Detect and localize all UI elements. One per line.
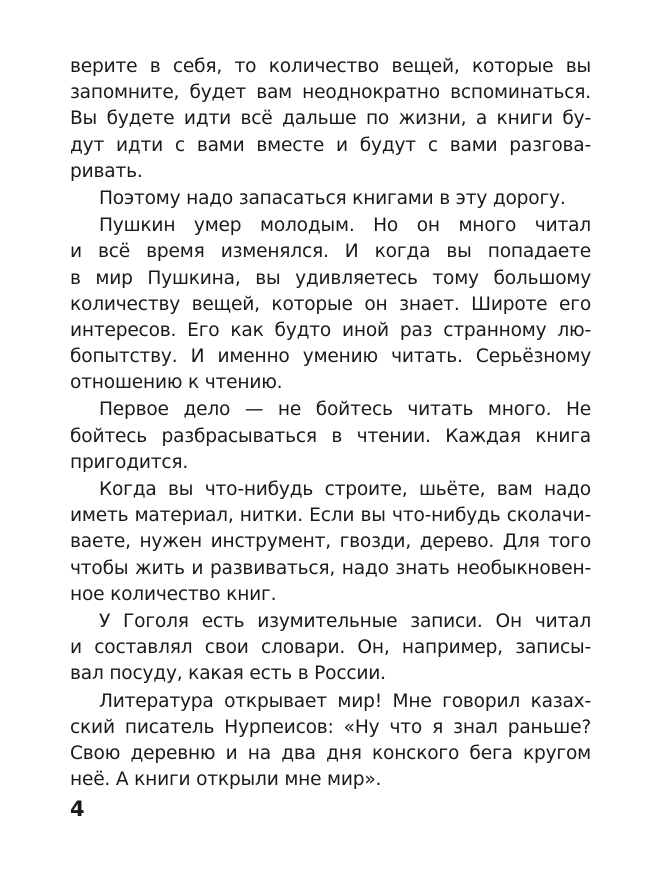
text-line: ривать. [70,160,143,182]
page-body-text [70,54,591,794]
text-line: У Гоголя есть изумительные записи. Он читал [99,610,591,632]
text-line: отношению к чтению. [70,372,283,394]
text-line: Первое дело — не бойтесь читать много. Не [99,399,591,421]
text-line: бойтесь разбрасываться в чтении. Каждая книга [70,425,591,447]
paragraph [70,689,591,794]
text-line: количеству вещей, которые он знает. Широте его [70,293,591,315]
text-line: Вы будете идти всё дальше по жизни, а книги бу- [70,108,591,130]
paragraph [70,609,591,688]
text-line: Поэтому надо запасаться книгами в эту дорогу. [99,187,566,209]
page-number: 4 [70,797,85,821]
text-line: запомните, будет вам неоднократно вспоминаться. [70,82,591,104]
text-line: Пушкин умер молодым. Но он много читал [99,215,591,237]
text-line: ский писатель Нурпеисов: «Ну что я знал раньше? [70,716,591,738]
text-line: пригодится. [70,451,189,473]
text-line: дут идти с вами вместе и будут с вами разгова- [70,134,591,156]
text-line: верите в себя, то количество вещей, которые вы [70,56,591,77]
text-line: Свою деревню и на два дня конского бега кругом [70,742,591,764]
paragraph [70,213,591,396]
text-line: ваете, нужен инструмент, гвозди, дерево. Для того [70,531,591,553]
text-line: и составлял свои словари. Он, например, записы- [70,637,591,659]
text-line: и всё время изменялся. И когда вы попадаете [70,241,591,263]
paragraph [70,397,591,476]
paragraph [70,186,591,212]
text-line: Литература открывает мир! Мне говорил казах- [99,690,591,712]
text-line: неё. А книги открыли мне мир». [70,769,382,791]
paragraph [70,54,591,185]
text-line: вал посуду, какая есть в России. [70,663,386,685]
text-line: в мир Пушкина, вы удивляетесь тому большому [70,267,591,289]
text-line: интересов. Его как будто иной раз странному лю- [70,319,591,341]
text-line: ное количество книг. [70,583,277,605]
text-line: бопытству. И именно умению читать. Серьёзному [70,346,591,368]
text-line: чтобы жить и развиваться, надо знать необыкновен- [70,557,591,579]
text-line: Когда вы что-нибудь строите, шьёте, вам надо [99,479,591,500]
paragraph [70,477,591,608]
text-line: иметь материал, нитки. Если вы что-нибудь сколачи- [70,505,591,527]
